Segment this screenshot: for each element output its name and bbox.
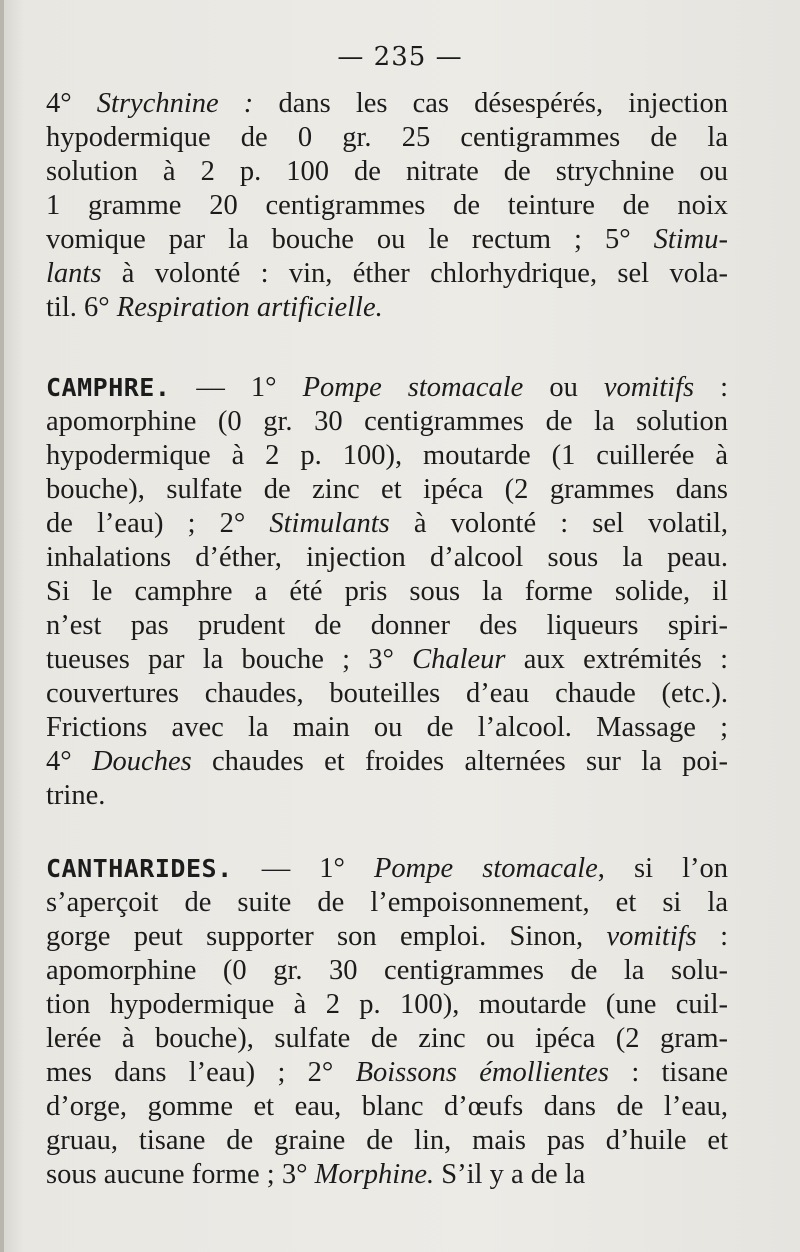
italic-term: vomitifs (606, 921, 697, 952)
text-line (46, 1056, 728, 1090)
italic-term: Stimu- (653, 224, 728, 255)
paragraph-camphre (46, 371, 728, 813)
text-run: S’il y a de la (434, 1159, 586, 1190)
paragraph-cantharides (46, 852, 728, 1192)
text-line (46, 954, 728, 988)
text-run: apomorphine (0 gr. 30 centigrammes de la solu- (46, 955, 728, 986)
text-line (46, 541, 728, 575)
text-run: aux extrémités : (505, 644, 728, 675)
text-line (46, 87, 728, 121)
text-line (46, 405, 728, 439)
text-line (46, 291, 728, 325)
paragraph-strychnine-continued (46, 87, 728, 325)
text-run: s’aperçoit de suite de l’empoisonnement, et si la (46, 887, 728, 918)
italic-term: Respiration artificielle. (116, 292, 383, 323)
text-run: dans les cas désespérés, injection (253, 88, 728, 119)
text-line (46, 507, 728, 541)
text-line (46, 223, 728, 257)
text-line (46, 473, 728, 507)
text-run: : (694, 372, 728, 403)
text-run: , si l’on (597, 853, 728, 884)
text-line (46, 745, 728, 779)
text-run: hypodermique à 2 p. 100), moutarde (1 cuillerée à (46, 440, 728, 471)
text-line (46, 189, 728, 223)
text-run: 1 gramme 20 centigrammes de teinture de noix (46, 190, 728, 221)
text-run: Frictions avec la main ou de l’alcool. Massage ; (46, 712, 728, 743)
text-run: couvertures chaudes, bouteilles d’eau chaude (etc.). (46, 678, 728, 709)
text-run: lerée à bouche), sulfate de zinc ou ipéca (2 gram- (46, 1023, 728, 1054)
italic-term: lants (46, 258, 102, 289)
page-number: — 235 — (337, 42, 463, 72)
text-run: n’est pas prudent de donner des liqueurs spiri- (46, 610, 728, 641)
text-run: à volonté : sel volatil, (389, 508, 728, 539)
text-line (46, 1090, 728, 1124)
text-run: inhalations d’éther, injection d’alcool sous la peau. (46, 542, 728, 573)
italic-term: Strychnine : (96, 88, 254, 119)
text-line (46, 988, 728, 1022)
text-line (46, 439, 728, 473)
italic-term: Stimulants (269, 508, 390, 539)
italic-term: Boissons émollientes (355, 1057, 610, 1088)
text-run: — 1° (170, 372, 303, 403)
text-line (46, 852, 728, 886)
text-line (46, 643, 728, 677)
text-run: de l’eau) ; 2° (46, 508, 270, 539)
text-run: chaudes et froides alternées sur la poi- (191, 746, 728, 777)
text-line (46, 609, 728, 643)
text-run: til. 6° (46, 292, 117, 323)
text-run: solution à 2 p. 100 de nitrate de strychnine ou (46, 156, 728, 187)
text-run: trine. (46, 780, 106, 811)
text-run: tion hypodermique à 2 p. 100), moutarde (une cuil- (46, 989, 728, 1020)
text-line (46, 575, 728, 609)
text-run: ou (523, 372, 604, 403)
text-run: tueuses par la bouche ; 3° (46, 644, 413, 675)
text-line (46, 711, 728, 745)
text-run: vomique par la bouche ou le rectum ; 5° (46, 224, 654, 255)
text-line (46, 257, 728, 291)
text-run: gorge peut supporter son emploi. Sinon, (46, 921, 607, 952)
text-run: bouche), sulfate de zinc et ipéca (2 grammes dans (46, 474, 728, 505)
italic-term: Douches (91, 746, 192, 777)
text-line (46, 677, 728, 711)
text-line (46, 1022, 728, 1056)
text-run: 4° (46, 88, 97, 119)
text-run: 4° (46, 746, 92, 777)
italic-term: Chaleur (412, 644, 506, 675)
text-line (46, 155, 728, 189)
text-run: mes dans l’eau) ; 2° (46, 1057, 356, 1088)
text-run: apomorphine (0 gr. 30 centigrammes de la solution (46, 406, 728, 437)
text-line (46, 1158, 728, 1192)
text-line (46, 779, 728, 813)
text-run: sous aucune forme ; 3° (46, 1159, 315, 1190)
text-line (46, 371, 728, 405)
italic-term: Pompe stomacale (302, 372, 524, 403)
page-edge (0, 0, 4, 1252)
text-run: — 1° (232, 853, 375, 884)
text-run: à volonté : vin, éther chlorhydrique, sel vola- (101, 258, 728, 289)
text-line (46, 920, 728, 954)
text-run: : (696, 921, 728, 952)
text-run: hypodermique de 0 gr. 25 centigrammes de la (46, 122, 728, 153)
text-run: : tisane (609, 1057, 728, 1088)
section-heading: CANTHARIDES. (46, 854, 233, 883)
section-heading: CAMPHRE. (46, 373, 171, 402)
text-run: Si le camphre a été pris sous la forme solide, il (46, 576, 728, 607)
text-run: d’orge, gomme et eau, blanc d’œufs dans de l’eau, (46, 1091, 728, 1122)
text-line (46, 886, 728, 920)
text-line (46, 1124, 728, 1158)
text-line (46, 121, 728, 155)
italic-term: Morphine. (314, 1159, 435, 1190)
italic-term: Pompe stomacale (374, 853, 598, 884)
text-run: gruau, tisane de graine de lin, mais pas d’huile et (46, 1125, 728, 1156)
italic-term: vomitifs (603, 372, 695, 403)
